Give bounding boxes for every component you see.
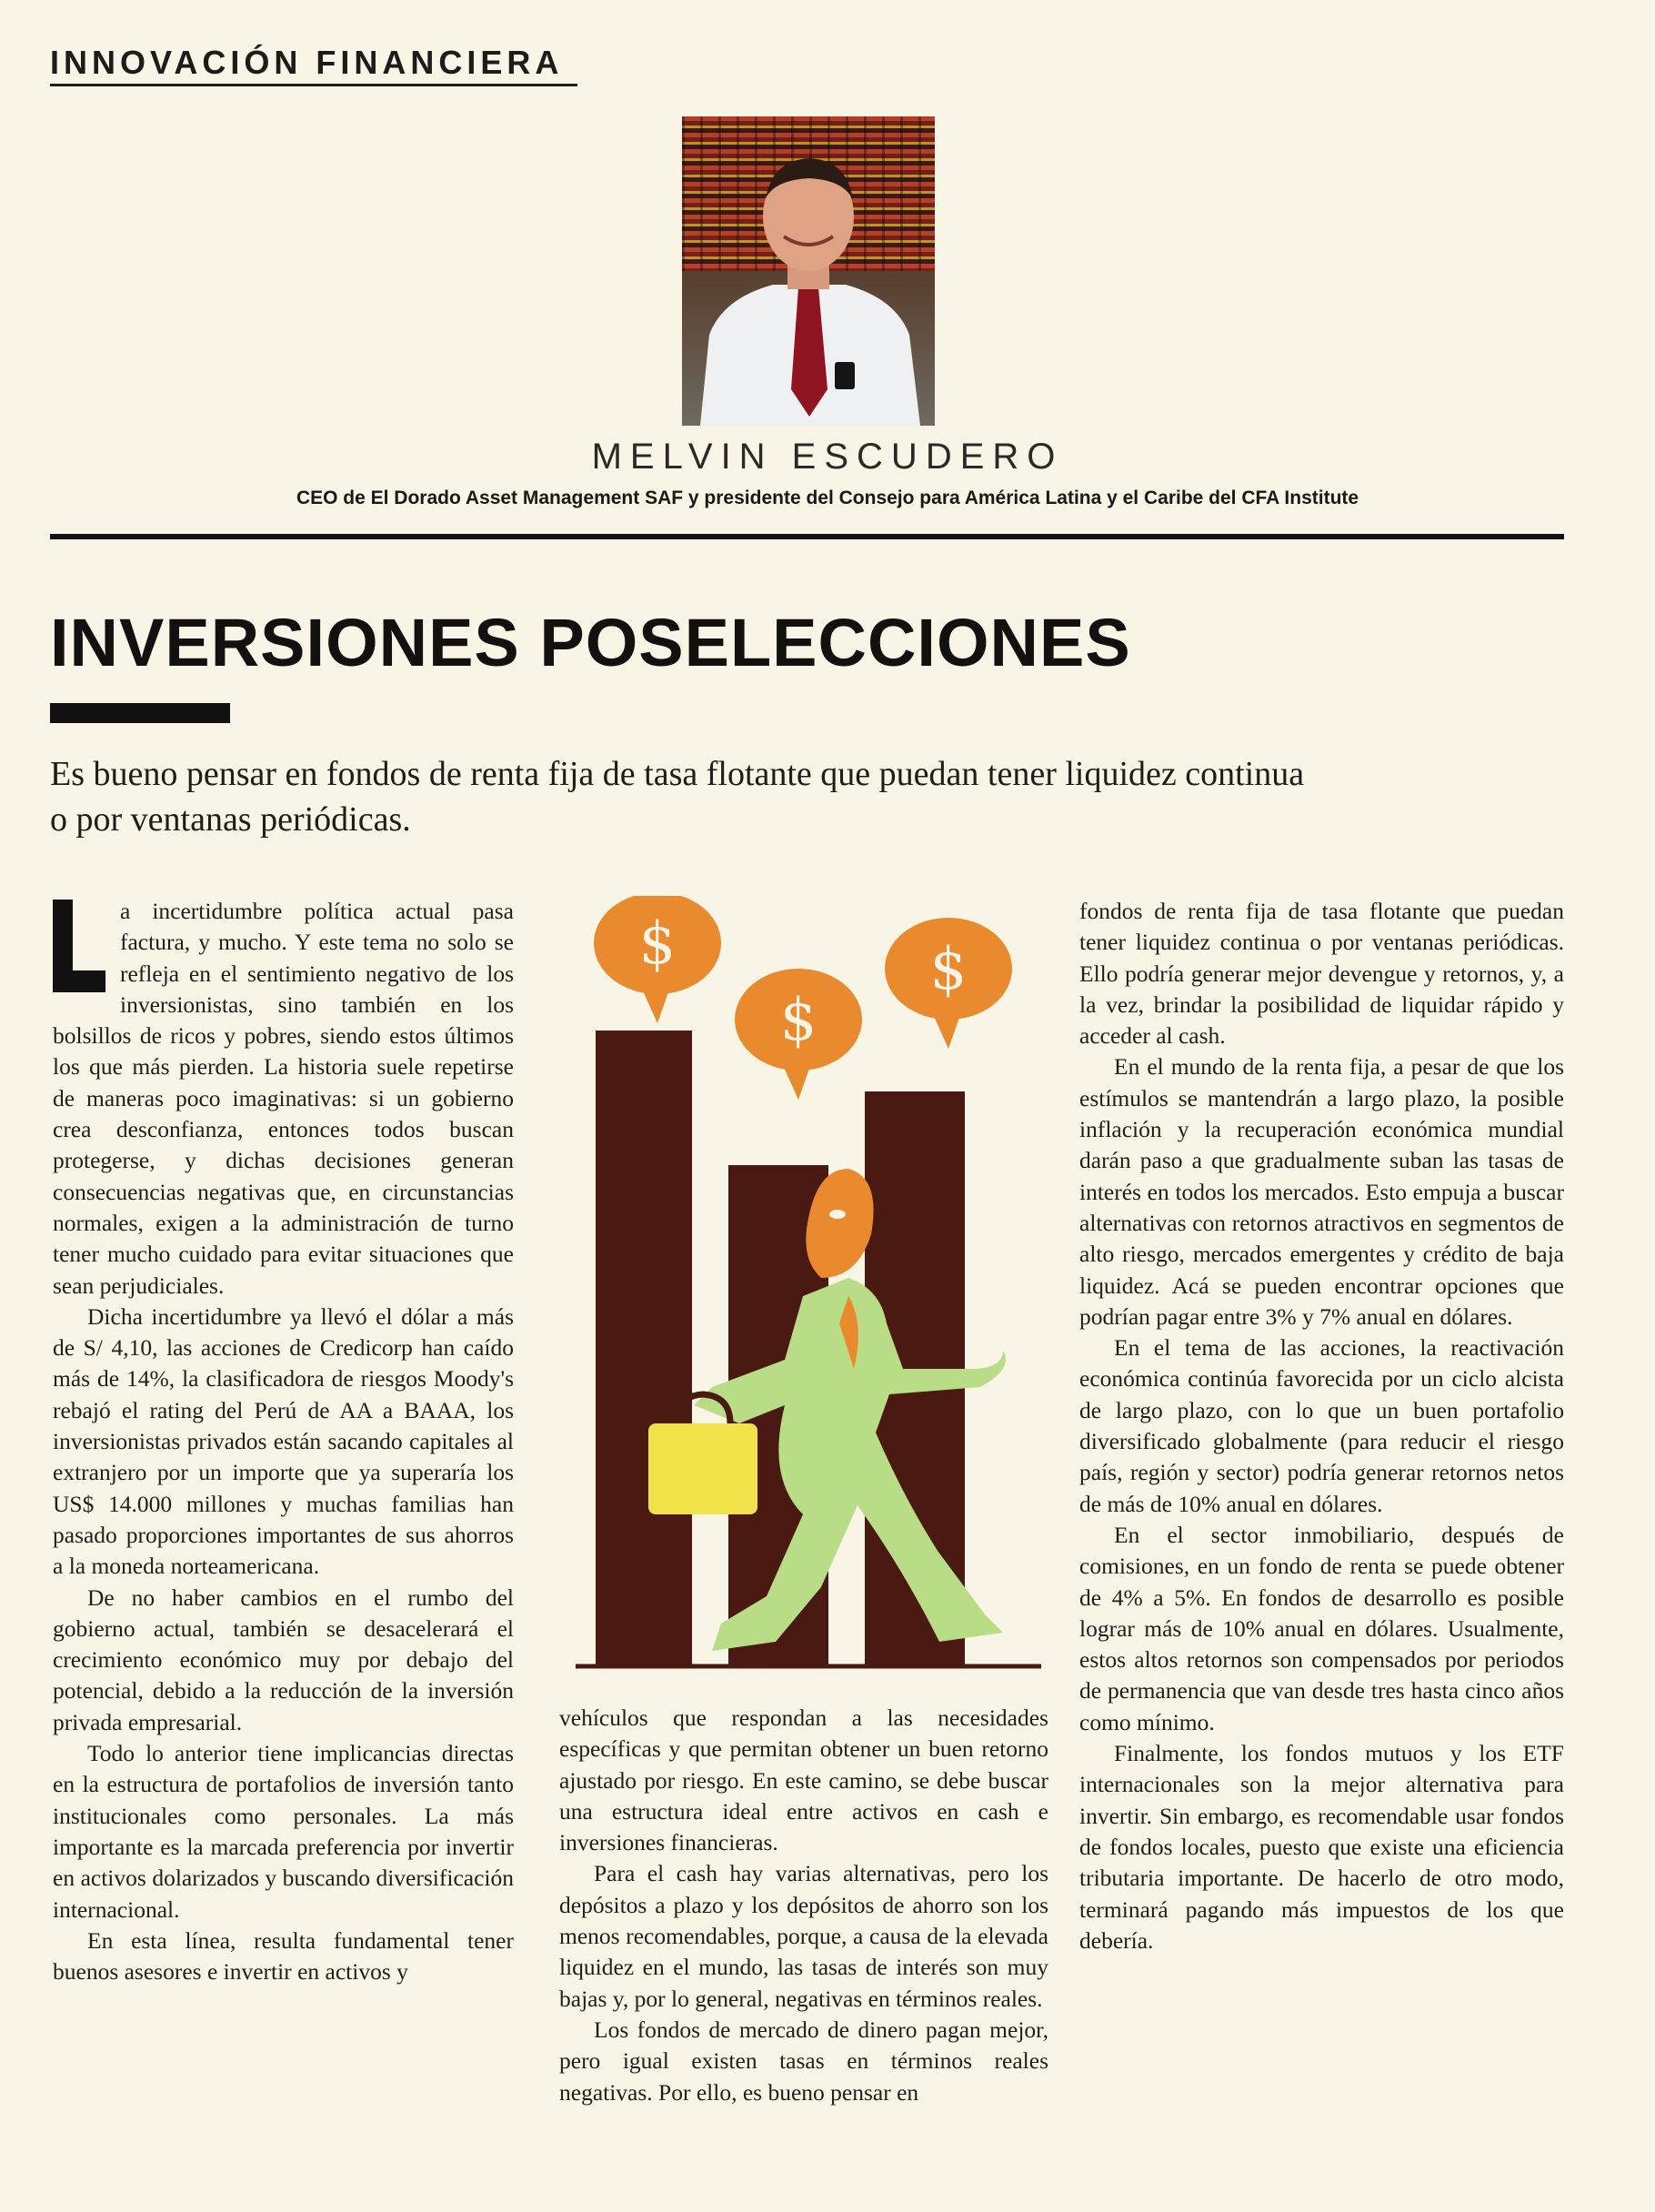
paragraph: En esta línea, resulta fundamental tener buenos asesores e invertir en activos y [53,1926,514,1986]
svg-text:$: $ [779,987,817,1054]
author-photo [682,116,935,426]
paragraph: Todo lo anterior tiene implicancias directas en la estructura de portafolios de inversión tanto institucionales como personales. La más importante es la marcada preferencia por invertir en activos dolarizados y buscando diversificación internacional. [53,1740,514,1923]
dollar-bubble-left [594,896,721,1023]
paragraph: En el sector inmobiliario, después de comisiones, en un fondo de renta se puede obtener de 4% a 5%. En fondos de desarrollo es posible lograr más de 10% anual en dólares. Usualmente, estos altos retornos son compensados por periodos de permanencia que van desde tres hasta cinco años como mínimo. [1079,1521,1564,1735]
article-column-1 [53,896,514,1987]
header-divider [50,534,1564,539]
paragraph: fondos de renta fija de tasa flotante que puedan tener liquidez continua o por ventanas periódicas. Ello podría generar mejor devengue y retornos, y, a la vez, brindar la posibilidad de liquidar rápido y acceder al cash. [1079,898,1564,1050]
dollar-bubble-middle [735,969,862,1100]
paragraph: Dicha incertidumbre ya llevó el dólar a más de S/ 4,10, las acciones de Credicorp han caído más de 14%, la clasificadora de riesgos Moody's rebajó el rating del Perú de AA a BAAA, los inversionistas privados están sacando capitales al extranjero por un importe que ya superaría los US$ 14.000 millones y muchas familias han pasado proporciones importantes de sus ahorros a la moneda norteamericana. [53,1302,514,1580]
author-bio: CEO de El Dorado Asset Management SAF y presidente del Consejo para América Latina y el Caribe del CFA Institute [296,488,1359,508]
paragraph: vehículos que respondan a las necesidades específicas y que permitan obtener un buen retorno ajustado por riesgo. En este camino, se debe buscar una estructura ideal entre activos en cash e inversiones financieras. [559,1704,1048,1856]
paragraph: Los fondos de mercado de dinero pagan mejor, pero igual existen tasas en términos reales negativas. Por ello, es bueno pensar en [559,2016,1048,2106]
illustration [576,896,1041,1669]
section-label: INNOVACIÓN FINANCIERA [50,44,564,81]
article-column-3 [1079,896,1564,1956]
dollar-bubble-right [885,918,1012,1049]
article-headline: INVERSIONES POSELECCIONES [50,605,1131,680]
paragraph: En el tema de las acciones, la reactivación económica continúa favorecida por un ciclo alcista de largo plazo, con lo que un buen portafolio diversificado globalmente (para reducir el riesgo país, región y sector) podría generar retornos netos de más de 10% anual en dólares. [1079,1334,1564,1517]
paragraph: En el mundo de la renta fija, a pesar de que los estímulos se mantendrán a largo plazo, la posible inflación y la recuperación económica mundial darán paso a que gradualmente suban las tasas de interés en todos los mercados. Esto empuja a buscar alternativas con retornos atractivos en segmentos de alto riesgo, mercados emergentes y crédito de baja liquidez. Acá se pueden encontrar opciones que podrían pagar entre 3% y 7% anual en dólares. [1079,1053,1564,1330]
author-name: MELVIN ESCUDERO [591,437,1064,477]
svg-text:$: $ [929,936,968,1003]
paragraph: Finalmente, los fondos mutuos y los ETF internacionales son la mejor alternativa para invertir. Sin embargo, es recomendable usar fondos de fondos locales, puesto que existe una eficiencia tributaria importante. De hacerlo de otro modo, terminará pagando más impuestos de los que debería. [1079,1740,1564,1954]
section-underline [50,84,577,86]
headline-accent-bar [50,703,230,723]
bar-left [596,1031,692,1667]
svg-text:$: $ [638,910,677,978]
dropcap-letter [53,900,107,992]
article-subhead: Es bueno pensar en fondos de renta fija de tasa flotante que puedan tener liquidez continua o por ventanas periódicas. [50,755,1305,839]
author-portrait [682,116,935,426]
article-column-2 [559,1703,1048,2108]
paragraph: a incertidumbre política actual pasa factura, y mucho. Y este tema no solo se refleja en el sentimiento negativo de los inversionistas, sino también en los bolsillos de ricos y pobres, siendo estos últimos los que más pierden. La historia suele repetirse de maneras poco imaginativas: si un gobierno crea desconfianza, entonces todos buscan protegerse, y dichas decisiones generan consecuencias negativas que, en circunstancias normales, exigen a la administración de turno tener mucho cuidado para evitar situaciones que sean perjudiciales. [53,898,514,1299]
paragraph: De no haber cambios en el rumbo del gobierno actual, también se desacelerará el crecimiento económico muy por debajo del potencial, debido a la reducción de la inversión privada empresarial. [53,1584,514,1735]
paragraph: Para el cash hay varias alternativas, pero los depósitos a plazo y los depósitos de ahorro son los menos recomendables, porque, a causa de la elevada liquidez en el mundo, las tasas de interés son muy bajas y, por lo general, negativas en términos reales. [559,1860,1048,2012]
